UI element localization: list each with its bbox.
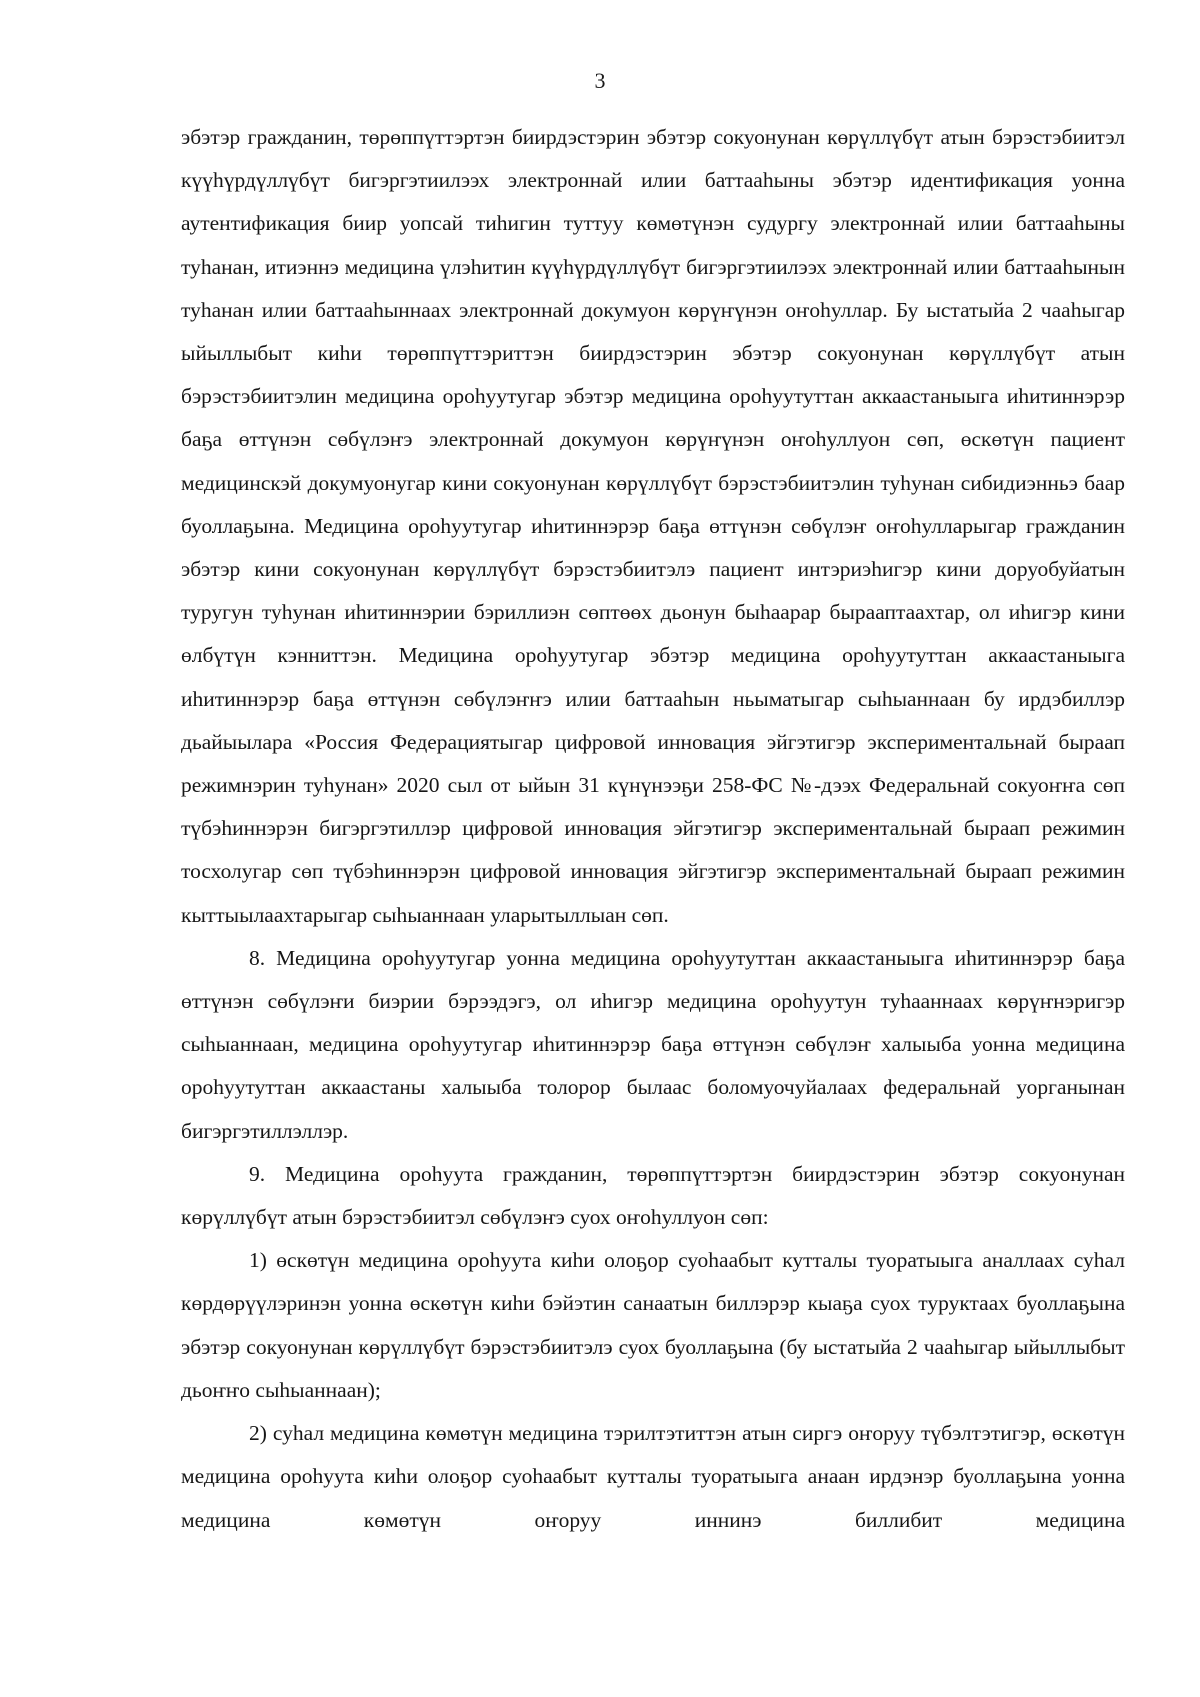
page-number: 3 <box>594 68 606 93</box>
paragraph-8: 8. Медицина ороһуутугар уонна медицина ороһуутуттан аккаастаныыга иһитиннэрэр баҕа өттүнэн сөбүлэҥи биэрии бэрээдэгэ, ол иһигэр медицина ороһуутун туһааннаах көрүҥнэригэр сыһыаннаан, медицина ороһуутугар иһитиннэрэр баҕа өттүнэн сөбүлэҥ халыыба уонна медицина ороһуутуттан аккаастаны халыыба толорор былаас боломуочуйалаах федеральнай уорганынан бигэргэтиллэллэр. <box>181 945 1125 1143</box>
paragraph-9: 9. Медицина ороһуута гражданин, төрөппүттэртэн биирдэстэрин эбэтэр сокуонунан көрүллүбүт атын бэрэстэбиитэл сөбүлэҥэ суох оҥоһуллуон сөп: <box>181 1161 1125 1230</box>
document-body <box>181 116 1125 1542</box>
paragraph-continuation: эбэтэр гражданин, төрөппүттэртэн биирдэстэрин эбэтэр сокуонунан көрүллүбүт атын бэрэстэбиитэл күүһүрдүллүбүт бигэргэтиилээх электроннай илии баттааһыны эбэтэр идентификация уонна аутентификация биир уопсай тиһигин туттуу көмөтүнэн судургу электроннай илии баттааһыны туһанан, итиэннэ медицина үлэһитин күүһүрдүллүбүт бигэргэтиилээх электроннай илии баттааһынын туһанан илии баттааһыннаах электроннай докумуон көрүҥүнэн оҥоһуллар. Бу ыстатыйа 2 чааһыгар ыйыллыбыт киһи төрөппүттэриттэн биирдэстэрин эбэтэр сокуонунан көрүллүбүт атын бэрэстэбиитэлин медицина ороһуутугар эбэтэр медицина ороһуутуттан аккаастаныыга иһитиннэрэр баҕа өттүнэн сөбүлэҥэ электроннай докумуон көрүҥүнэн оҥоһуллуон сөп, өскөтүн пациент медицинскэй докумуонугар кини сокуонунан көрүллүбүт бэрэстэбиитэлин туһунан сибидиэнньэ баар буоллаҕына. Медицина ороһуутугар иһитиннэрэр баҕа өттүнэн сөбүлэҥ оҥоһулларыгар гражданин эбэтэр кини сокуонунан көрүллүбүт бэрэстэбиитэлэ пациент интэриэһигэр кини доруобуйатын туругун туһунан иһитиннэрии бэриллиэн сөптөөх дьонун быһаарар бырааптаахтар, ол иһигэр кини өлбүтүн кэнниттэн. Медицина ороһуутугар эбэтэр медицина ороһуутуттан аккаастаныыга иһитиннэрэр баҕа өттүнэн сөбүлэҥҥэ илии баттааһын ньыматыгар сыһыаннаан бу ирдэбиллэр дьайыылара «Россия Федерациятыгар цифровой инновация эйгэтигэр экспериментальнай быраап режимнэрин туһунан» 2020 сыл от ыйын 31 күнүнээҕи 258-ФС №-дээх Федеральнай сокуоҥҥа сөп түбэһиннэрэн бигэргэтиллэр цифровой инновация эйгэтигэр экспериментальнай быраап режимин тосхолугар сөп түбэһиннэрэн цифровой инновация эйгэтигэр экспериментальнай быраап режимин кыттыылаахтарыгар сыһыаннаан уларытыллыан сөп. <box>181 125 1125 927</box>
paragraph-9-item-2: 2) суһал медицина көмөтүн медицина тэрилтэтиттэн атын сиргэ оҥоруу түбэлтэтигэр, өскөтүн медицина ороһуута киһи олоҕор суоһаабыт кутталы туоратыыга анаан ирдэнэр буоллаҕына уонна медицина көмөтүн оҥоруу иннинэ биллибит медицина <box>181 1421 1125 1532</box>
paragraph-9-item-1: 1) өскөтүн медицина ороһуута киһи олоҕор суоһаабыт кутталы туоратыыга аналлаах суһал көрдөрүүлэринэн уонна өскөтүн киһи бэйэтин санаатын биллэрэр кыаҕа суох туруктаах буоллаҕына эбэтэр сокуонунан көрүллүбүт бэрэстэбиитэлэ суох буоллаҕына (бу ыстатыйа 2 чааһыгар ыйыллыбыт дьоҥҥо сыһыаннаан); <box>181 1248 1125 1402</box>
